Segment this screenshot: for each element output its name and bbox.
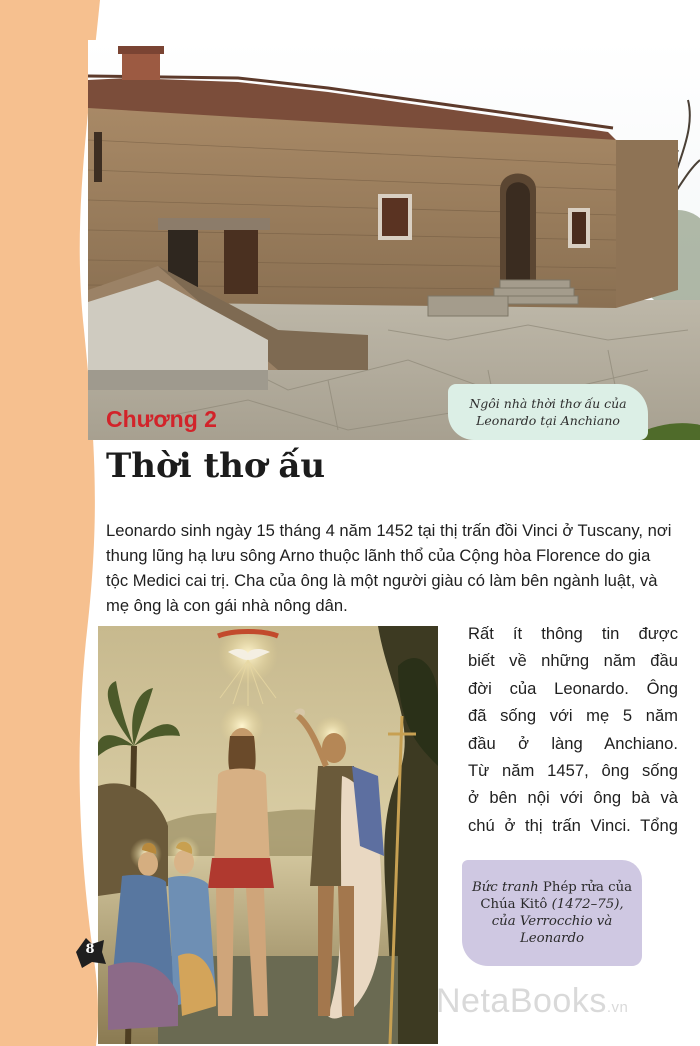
intro-line: tộc Medici cai trị. Cha của ông là một người giàu có làm bên ngành luật, và	[106, 571, 658, 590]
watermark-main: NetaBooks	[436, 982, 607, 1020]
photo-caption-line-1: Ngôi nhà thời thơ ấu của	[469, 396, 627, 411]
painting-caption-line-3: của Verrocchio và	[491, 914, 613, 929]
side-paragraph	[468, 620, 678, 839]
painting-caption-text: Phép rửa của	[538, 880, 633, 895]
intro-line: Leonardo sinh ngày 15 tháng 4 năm 1452 tại thị trấn đồi Vinci ở Tuscany, nơi	[106, 521, 672, 540]
painting-caption-dates: (1472–75),	[551, 897, 624, 912]
intro-line: thung lũng hạ lưu sông Arno thuộc lãnh thổ của Cộng hòa Florence do gia	[106, 546, 651, 565]
side-line: chú ở thị trấn Vinci. Tổng	[468, 815, 678, 835]
painting-caption-line-4: Leonardo	[519, 931, 585, 946]
photo-caption	[448, 384, 648, 440]
painting-caption	[462, 860, 642, 966]
baptism-of-christ-painting	[98, 626, 438, 1044]
side-line: biết về những năm đầu	[468, 651, 678, 671]
side-line: đời của Leonardo. Ông	[468, 678, 678, 698]
photo-caption-line-2: Leonardo tại Anchiano	[476, 413, 620, 428]
side-line: đầu ở làng Anchiano.	[468, 733, 678, 753]
watermark-suffix: .vn	[606, 999, 629, 1016]
side-line: Từ năm 1457, ông sống	[468, 761, 678, 781]
side-line: đã sống với mẹ 5 năm	[468, 706, 678, 726]
painting-caption-text: Chúa Kitô	[480, 897, 552, 912]
page-number: 8	[85, 942, 95, 957]
page-number-badge	[72, 934, 108, 970]
intro-line: mẹ ông là con gái nhà nông dân.	[106, 596, 348, 615]
painting-caption-line-2	[480, 896, 623, 913]
chapter-label: Chương 2	[106, 406, 217, 432]
side-line: ở bên nội với ông bà và	[468, 788, 678, 808]
painting-caption-line-1	[472, 879, 632, 896]
farmhouse-photo	[88, 40, 700, 440]
watermark	[436, 982, 628, 1021]
intro-paragraph	[106, 518, 686, 618]
painting-caption-italic: Bức tranh	[471, 880, 539, 895]
chapter-title: Thời thơ ấu	[106, 446, 326, 486]
side-line: Rất ít thông tin được	[468, 624, 678, 643]
